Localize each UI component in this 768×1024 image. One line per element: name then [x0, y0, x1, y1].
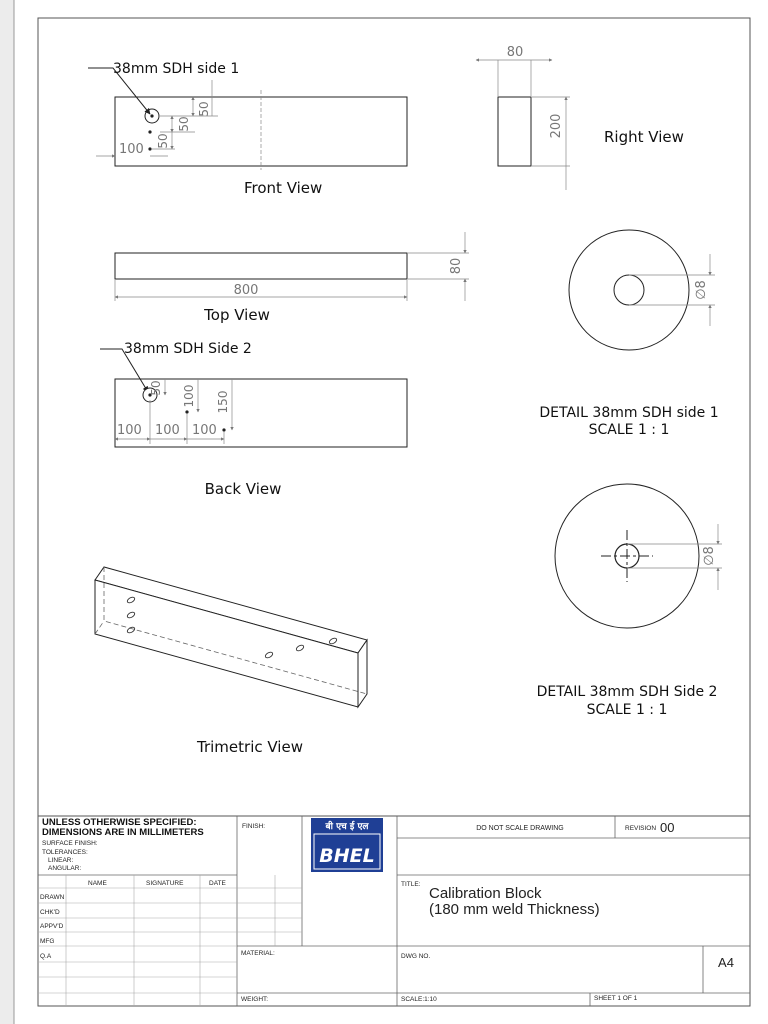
detail1-scale: SCALE 1 : 1	[588, 422, 670, 438]
back-dim-100-a: 100	[117, 423, 142, 438]
logo-text: BHEL	[319, 845, 375, 867]
front-dim-50-b: 50	[177, 116, 191, 132]
tb-title-line1: Calibration Block	[429, 885, 542, 902]
top-dim-80: 80	[449, 257, 464, 275]
front-dim-50-c: 50	[156, 133, 170, 149]
tb-title-label: TITLE:	[401, 881, 421, 888]
tb-surface-finish: SURFACE FINISH:	[42, 840, 98, 847]
detail2-scale: SCALE 1 : 1	[586, 702, 668, 718]
back-dim-100-v: 100	[182, 384, 196, 408]
detail2-dim-dia: ∅8	[702, 546, 717, 566]
tb-unless-line1: UNLESS OTHERWISE SPECIFIED:	[42, 817, 197, 828]
tb-col-name: NAME	[88, 880, 107, 887]
tb-sheet-size: A4	[718, 955, 734, 970]
tb-angular: ANGULAR:	[48, 865, 82, 872]
callout-side2: 38mm SDH Side 2	[124, 341, 252, 357]
right-view-title: Right View	[604, 128, 684, 146]
front-dim-100: 100	[119, 142, 144, 157]
tb-tolerances: TOLERANCES:	[42, 849, 88, 856]
top-dim-800: 800	[233, 283, 259, 298]
detail1-title: DETAIL 38mm SDH side 1	[539, 405, 719, 421]
tb-row-drawn: DRAWN	[40, 894, 65, 901]
tb-revision-value: 00	[660, 820, 675, 835]
logo-hindi-text: बी एच ई एल	[325, 822, 369, 832]
tb-row-mfg: MFG	[40, 938, 55, 945]
back-dim-100-b: 100	[155, 423, 180, 438]
top-view-title: Top View	[204, 306, 270, 324]
right-dim-80: 80	[506, 45, 524, 60]
back-dim-50: 50	[149, 380, 163, 396]
tb-unless-line2: DIMENSIONS ARE IN MILLIMETERS	[42, 827, 204, 838]
bhel-logo	[311, 818, 383, 872]
back-dim-150: 150	[216, 390, 230, 414]
tb-col-signature: SIGNATURE	[146, 880, 184, 887]
front-dim-50-a: 50	[197, 101, 211, 117]
trimetric-view-title: Trimetric View	[197, 738, 303, 756]
tb-weight-label: WEIGHT:	[241, 996, 269, 1003]
front-view-title: Front View	[244, 179, 323, 197]
right-dim-200: 200	[549, 113, 564, 139]
tb-scale-label: SCALE:1:10	[401, 996, 437, 1003]
back-view-title: Back View	[204, 480, 282, 498]
top-view-outline	[115, 253, 407, 279]
tb-material-label: MATERIAL:	[241, 950, 275, 957]
tb-row-appvd: APPV'D	[40, 923, 64, 930]
callout-side1: 38mm SDH side 1	[113, 61, 240, 77]
tb-linear: LINEAR:	[48, 857, 74, 864]
tb-do-not-scale: DO NOT SCALE DRAWING	[476, 825, 564, 832]
tb-dwg-no-label: DWG NO.	[401, 953, 431, 960]
right-view-outline	[498, 97, 531, 166]
detail2-title: DETAIL 38mm SDH Side 2	[536, 684, 718, 700]
tb-revision-label: REVISION	[625, 825, 657, 832]
tb-row-qa: Q.A	[40, 953, 52, 960]
tb-col-date: DATE	[209, 880, 226, 887]
tb-finish: FINISH:	[242, 823, 266, 830]
tb-title-line2: (180 mm weld Thickness)	[429, 901, 600, 918]
detail1-dim-dia: ∅8	[694, 280, 709, 300]
tb-sheet-label: SHEET 1 OF 1	[594, 995, 638, 1002]
tb-row-chkd: CHK'D	[40, 909, 60, 916]
back-dim-100-c: 100	[192, 423, 217, 438]
title-block	[38, 816, 750, 1006]
